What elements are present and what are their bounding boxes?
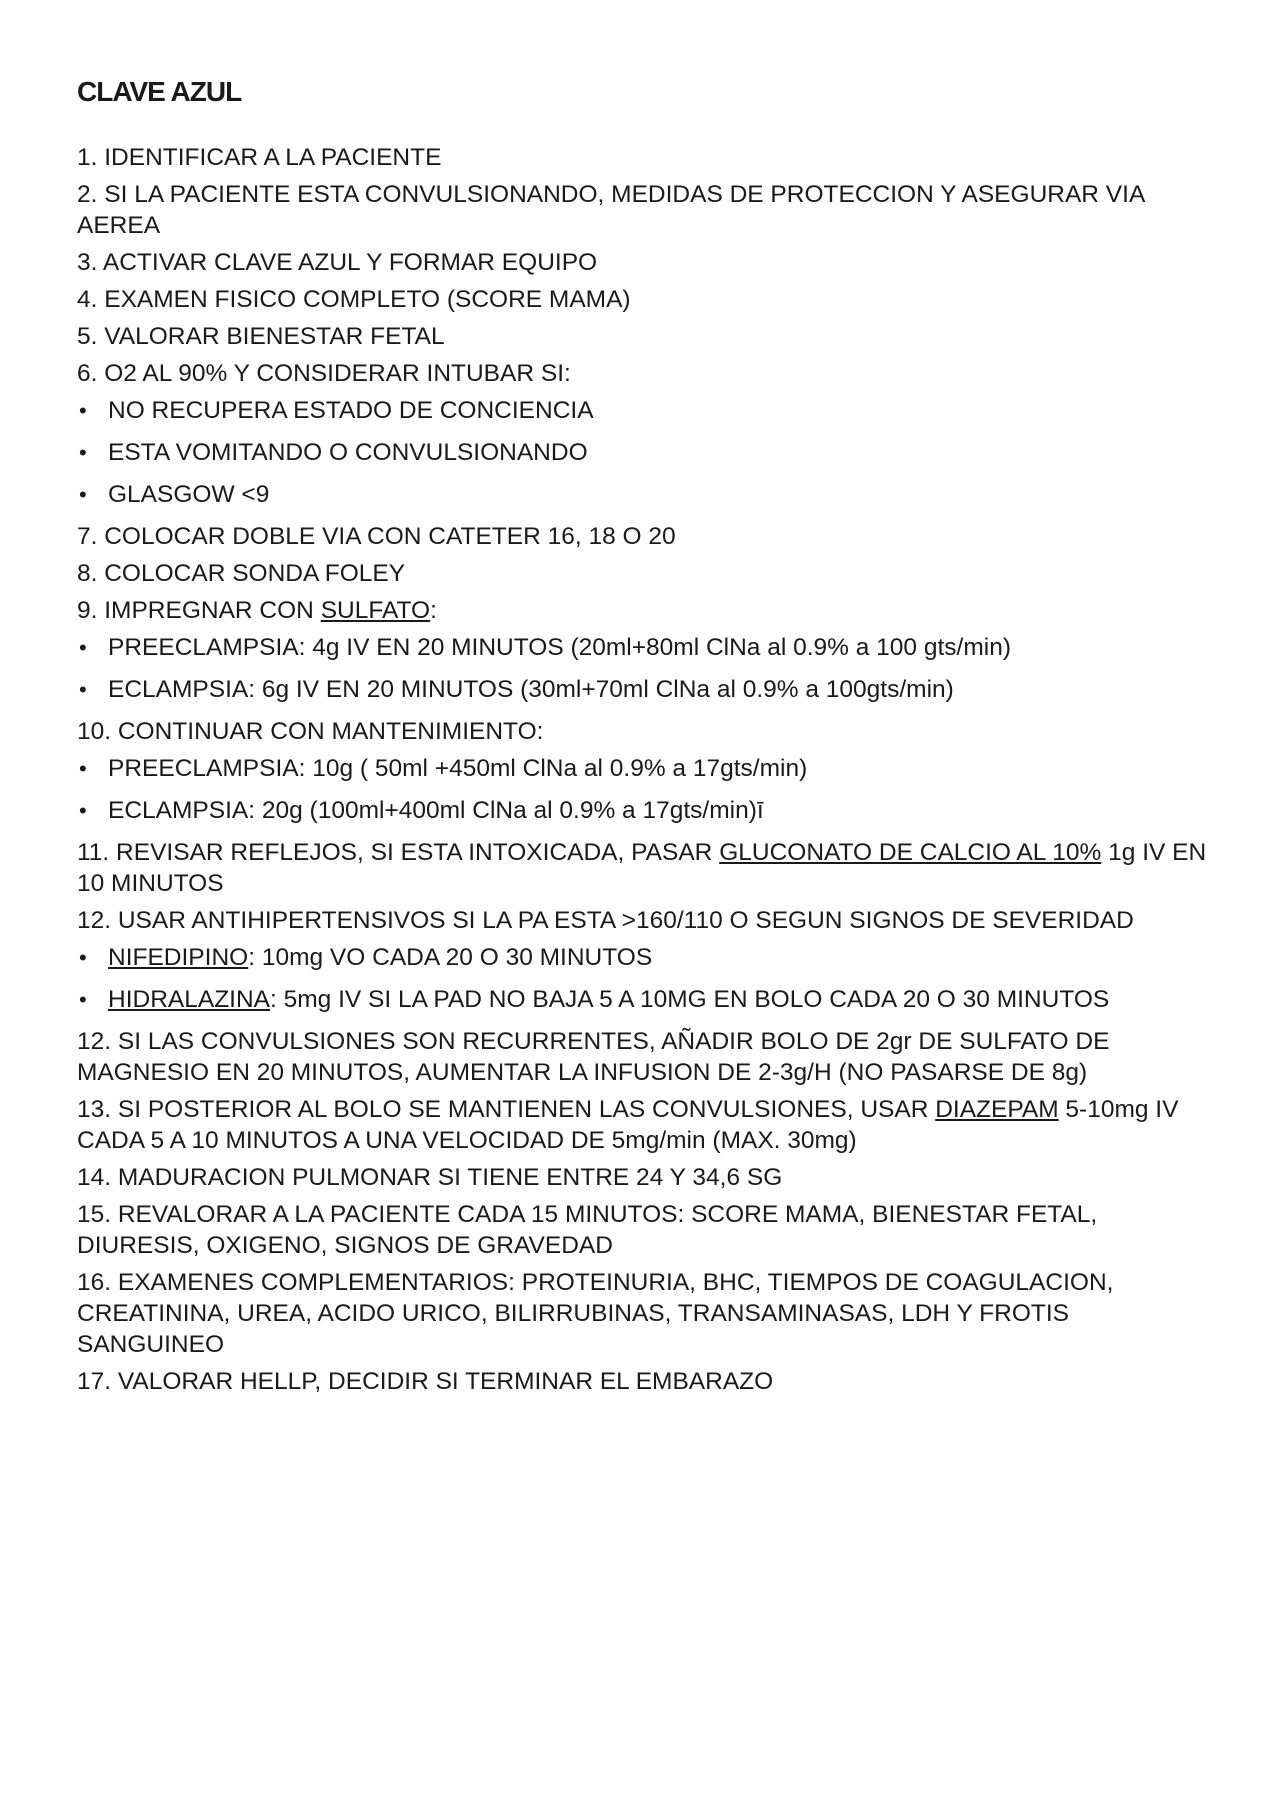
underlined-term: DIAZEPAM [935,1096,1059,1123]
step-text: ESTA VOMITANDO O CONVULSIONANDO [108,439,588,466]
step-text: 14. MADURACION PULMONAR SI TIENE ENTRE 24 Y 34,6 SG [77,1164,783,1191]
bullet-item [77,437,1217,468]
protocol-step [77,716,1217,747]
step-text: PREECLAMPSIA: 10g ( 50ml +450ml ClNa al 0.9% a 17gts/min) [108,755,808,782]
bullet-icon: • [79,635,87,660]
protocol-list [77,142,1217,1403]
protocol-step [77,321,1217,352]
bullet-item [77,632,1217,663]
step-text: 3. ACTIVAR CLAVE AZUL Y FORMAR EQUIPO [77,249,598,276]
step-text: 4. EXAMEN FISICO COMPLETO (SCORE MAMA) [77,286,631,313]
protocol-step [77,1267,1217,1360]
protocol-step [77,1026,1217,1088]
step-text: : 5mg IV SI LA PAD NO BAJA 5 A 10MG EN BOLO CADA 20 O 30 MINUTOS [270,986,1110,1013]
bullet-item [77,753,1217,784]
bullet-icon: • [79,440,87,465]
step-text: 12. USAR ANTIHIPERTENSIVOS SI LA PA ESTA >160/110 O SEGUN SIGNOS DE SEVERIDAD [77,907,1134,934]
bullet-item [77,674,1217,705]
step-text: 15. REVALORAR A LA PACIENTE CADA 15 MINUTOS: SCORE MAMA, BIENESTAR FETAL, DIURESIS, OXIGENO, SIGNOS DE GRAVEDAD [77,1201,1098,1259]
protocol-step [77,1199,1217,1261]
protocol-step [77,1366,1217,1397]
step-text: 1. IDENTIFICAR A LA PACIENTE [77,144,442,171]
step-text: 1g IV EN 10 MINUTOS [77,839,1207,897]
step-text: 6. O2 AL 90% Y CONSIDERAR INTUBAR SI: [77,360,571,387]
bullet-icon: • [79,987,87,1012]
bullet-icon: • [79,756,87,781]
bullet-icon: • [79,398,87,423]
step-text: 5-10mg IV CADA 5 A 10 MINUTOS A UNA VELOCIDAD DE 5mg/min (MAX. 30mg) [77,1096,1179,1154]
protocol-step [77,837,1217,899]
bullet-item [77,984,1217,1015]
step-text: NO RECUPERA ESTADO DE CONCIENCIA [108,397,594,424]
step-text: 17. VALORAR HELLP, DECIDIR SI TERMINAR EL EMBARAZO [77,1368,774,1395]
protocol-step [77,358,1217,389]
protocol-step [77,558,1217,589]
step-text: PREECLAMPSIA: 4g IV EN 20 MINUTOS (20ml+80ml ClNa al 0.9% a 100 gts/min) [108,634,1011,661]
step-text: ECLAMPSIA: 6g IV EN 20 MINUTOS (30ml+70ml ClNa al 0.9% a 100gts/min) [108,676,954,703]
protocol-step [77,905,1217,936]
step-text: 10. CONTINUAR CON MANTENIMIENTO: [77,718,544,745]
step-text: 2. SI LA PACIENTE ESTA CONVULSIONANDO, MEDIDAS DE PROTECCION Y ASEGURAR VIA AEREA [77,181,1144,239]
underlined-term: SULFATO [320,597,431,624]
step-text: 13. SI POSTERIOR AL BOLO SE MANTIENEN LAS CONVULSIONES, USAR [77,1096,936,1123]
protocol-step [77,179,1217,241]
protocol-step [77,1094,1217,1156]
bullet-item [77,942,1217,973]
protocol-step [77,521,1217,552]
step-text: 8. COLOCAR SONDA FOLEY [77,560,406,587]
protocol-step [77,1162,1217,1193]
page-title: CLAVE AZUL [77,76,242,107]
step-text: 16. EXAMENES COMPLEMENTARIOS: PROTEINURIA, BHC, TIEMPOS DE COAGULACION, CREATININA, UREA, ACIDO URICO, BILIRRUBINAS, TRANSAMINASAS, LDH Y FROTIS SANGUINEO [77,1269,1114,1358]
underlined-term: GLUCONATO DE CALCIO AL 10% [719,839,1102,866]
step-text: 5. VALORAR BIENESTAR FETAL [77,323,445,350]
step-text: GLASGOW <9 [108,481,270,508]
step-text: 7. COLOCAR DOBLE VIA CON CATETER 16, 18 O 20 [77,523,676,550]
bullet-icon: • [79,945,87,970]
bullet-item [77,479,1217,510]
step-text: 12. SI LAS CONVULSIONES SON RECURRENTES, AÑADIR BOLO DE 2gr DE SULFATO DE MAGNESIO EN 20 MINUTOS, AUMENTAR LA INFUSION DE 2-3g/H (NO PASARSE DE 8g) [77,1028,1110,1086]
bullet-icon: • [79,677,87,702]
step-text: ECLAMPSIA: 20g (100ml+400ml ClNa al 0.9% a 17gts/min)ī [108,797,764,824]
protocol-step [77,284,1217,315]
protocol-step [77,595,1217,626]
step-text: 9. IMPREGNAR CON [77,597,321,624]
underlined-term: NIFEDIPINO [108,944,249,971]
bullet-item [77,395,1217,426]
underlined-term: HIDRALAZINA [108,986,271,1013]
step-text: : [430,597,437,624]
bullet-icon: • [79,798,87,823]
step-text: : 10mg VO CADA 20 O 30 MINUTOS [248,944,653,971]
protocol-step [77,142,1217,173]
protocol-step [77,247,1217,278]
bullet-icon: • [79,482,87,507]
bullet-item [77,795,1217,826]
step-text: 11. REVISAR REFLEJOS, SI ESTA INTOXICADA, PASAR [77,839,720,866]
